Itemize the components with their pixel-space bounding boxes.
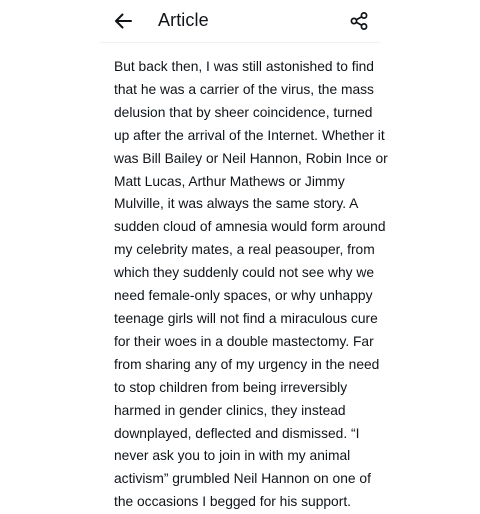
article-line: Mulville, it was always the same story. A [114, 196, 359, 212]
article-line: delusion that by sheer coincidence, turned [114, 104, 373, 120]
page-title: Article [158, 10, 209, 30]
article-line: which they suddenly could not see why we [114, 265, 374, 281]
article-line: need female-only spaces, or why unhappy [114, 288, 373, 304]
back-button[interactable] [110, 9, 136, 33]
article-body [114, 56, 388, 514]
article-line: my celebrity mates, a real peasouper, from [114, 242, 375, 258]
article-line: was Bill Bailey or Neil Hannon, Robin Ince or [114, 150, 388, 166]
arrow-left-icon [113, 12, 133, 30]
article-line: But back then, I was still astonished to find [114, 59, 374, 74]
article-line: harmed in gender clinics, they instead [114, 402, 346, 418]
article-line: activism” grumbled Neil Hannon on one of [114, 471, 371, 487]
article-line: downplayed, deflected and dismissed. “I [114, 425, 360, 441]
article-line: never ask you to join in with my animal [114, 448, 351, 464]
article-line: sudden cloud of amnesia would form around [114, 219, 386, 235]
article-line: Matt Lucas, Arthur Mathews or Jimmy [114, 173, 345, 189]
share-button[interactable] [346, 8, 372, 34]
article-line: teenage girls will not find a miraculous cure [114, 310, 378, 326]
share-nodes-icon [349, 11, 369, 31]
article-line: for their woes in a double mastectomy. Far [114, 333, 374, 349]
article-line: to stop children from being irreversibly [114, 379, 348, 395]
app-bar [100, 0, 380, 42]
article-line: up after the arrival of the Internet. Whether it [114, 127, 385, 143]
article-line: that he was a carrier of the virus, the mass [114, 81, 374, 97]
article-line: the occasions I begged for his support. [114, 494, 351, 510]
article-line: from sharing any of my urgency in the need [114, 356, 380, 372]
header-divider [100, 42, 380, 43]
